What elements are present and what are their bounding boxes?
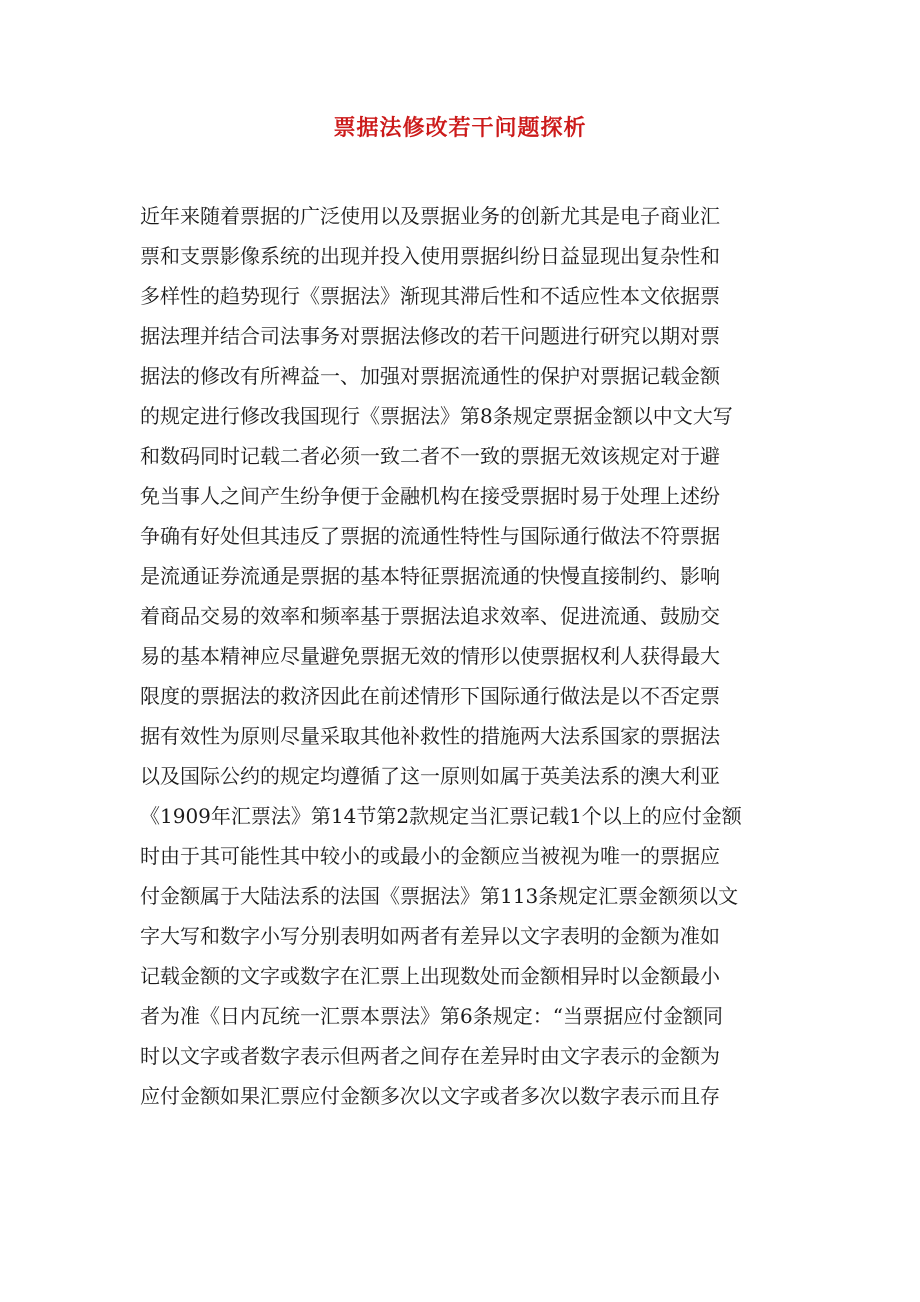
body-line: 者为准《日内瓦统一汇票本票法》第6条规定：“当票据应付金额同	[140, 1004, 723, 1028]
body-line: 的规定进行修改我国现行《票据法》第8条规定票据金额以中文大写	[140, 404, 733, 428]
body-line: 票和支票影像系统的出现并投入使用票据纠纷日益显现出复杂性和	[140, 244, 720, 268]
body-line: 近年来随着票据的广泛使用以及票据业务的创新尤其是电子商业汇	[140, 204, 720, 228]
body-line: 时以文字或者数字表示但两者之间存在差异时由文字表示的金额为	[140, 1044, 720, 1068]
body-line: 多样性的趋势现行《票据法》渐现其滞后性和不适应性本文依据票	[140, 284, 720, 308]
body-line: 据有效性为原则尽量采取其他补救性的措施两大法系国家的票据法	[140, 724, 720, 748]
body-line: 是流通证券流通是票据的基本特征票据流通的快慢直接制约、影响	[140, 564, 720, 588]
body-line: 据法的修改有所裨益一、加强对票据流通性的保护对票据记载金额	[140, 364, 720, 388]
body-line: 以及国际公约的规定均遵循了这一原则如属于英美法系的澳大利亚	[140, 764, 720, 788]
body-line: 据法理并结合司法事务对票据法修改的若干问题进行研究以期对票	[140, 324, 720, 348]
body-line: 限度的票据法的救济因此在前述情形下国际通行做法是以不否定票	[140, 684, 720, 708]
body-line: 时由于其可能性其中较小的或最小的金额应当被视为唯一的票据应	[140, 844, 720, 868]
body-line: 免当事人之间产生纷争便于金融机构在接受票据时易于处理上述纷	[140, 484, 720, 508]
document-body	[140, 196, 780, 1116]
document-title: 票据法修改若干问题探析	[333, 115, 587, 141]
body-line: 字大写和数字小写分别表明如两者有差异以文字表明的金额为准如	[140, 924, 720, 948]
body-line: 易的基本精神应尽量避免票据无效的情形以使票据权利人获得最大	[140, 644, 720, 668]
body-line: 付金额属于大陆法系的法国《票据法》第113条规定汇票金额须以文	[140, 884, 739, 908]
body-line: 争确有好处但其违反了票据的流通性特性与国际通行做法不符票据	[140, 524, 720, 548]
body-line: 着商品交易的效率和频率基于票据法追求效率、促进流通、鼓励交	[140, 604, 720, 628]
body-line: 和数码同时记载二者必须一致二者不一致的票据无效该规定对于避	[140, 444, 720, 468]
body-line: 《1909年汇票法》第14节第2款规定当汇票记载1个以上的应付金额	[140, 804, 742, 828]
body-line: 应付金额如果汇票应付金额多次以文字或者多次以数字表示而且存	[140, 1084, 720, 1108]
body-line: 记载金额的文字或数字在汇票上出现数处而金额相异时以金额最小	[140, 964, 720, 988]
